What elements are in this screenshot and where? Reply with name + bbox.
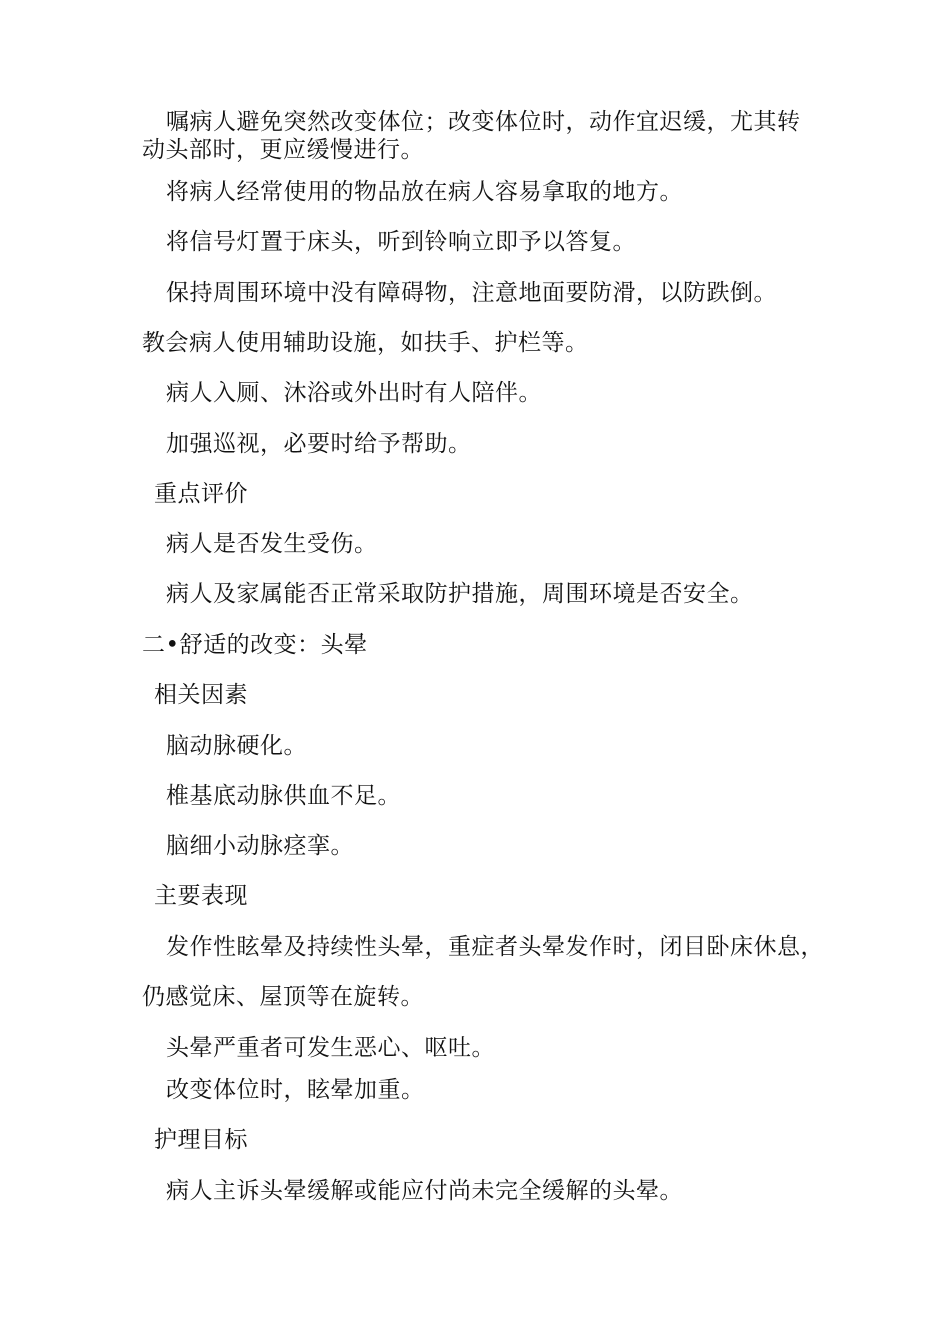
paragraph-line: 动头部时，更应缓慢进行。 (142, 137, 424, 163)
paragraph-line: 发作性眩晕及持续性头晕，重症者头晕发作时，闭目卧床休息， (166, 934, 824, 960)
chapter-heading: 二•舒适的改变：头晕 (142, 632, 368, 658)
paragraph-line: 嘱病人避免突然改变体位；改变体位时，动作宜迟缓，尤其转 (166, 109, 801, 135)
section-heading: 相关因素 (154, 682, 248, 708)
paragraph-line: 椎基底动脉供血不足。 (166, 783, 401, 809)
paragraph-line: 病人入厕、沐浴或外出时有人陪伴。 (166, 380, 542, 406)
paragraph-line: 脑细小动脉痉挛。 (166, 833, 354, 859)
section-heading: 主要表现 (154, 883, 248, 909)
paragraph-line: 将病人经常使用的物品放在病人容易拿取的地方。 (166, 179, 683, 205)
paragraph-line: 病人是否发生受伤。 (166, 531, 378, 557)
paragraph-line: 加强巡视，必要时给予帮助。 (166, 431, 472, 457)
paragraph-line: 仍感觉床、屋顶等在旋转。 (142, 984, 424, 1010)
section-heading: 重点评价 (154, 481, 248, 507)
paragraph-line: 改变体位时，眩晕加重。 (166, 1077, 425, 1103)
paragraph-line: 头晕严重者可发生恶心、呕吐。 (166, 1035, 495, 1061)
paragraph-line: 教会病人使用辅助设施，如扶手、护栏等。 (142, 330, 589, 356)
paragraph-line: 将信号灯置于床头，听到铃响立即予以答复。 (166, 229, 636, 255)
paragraph-line: 保持周围环境中没有障碍物，注意地面要防滑，以防跌倒。 (166, 280, 777, 306)
paragraph-line: 病人及家属能否正常采取防护措施，周围环境是否安全。 (166, 581, 754, 607)
section-heading: 护理目标 (154, 1127, 248, 1153)
paragraph-line: 病人主诉头晕缓解或能应付尚未完全缓解的头晕。 (166, 1178, 683, 1204)
paragraph-line: 脑动脉硬化。 (166, 733, 307, 759)
